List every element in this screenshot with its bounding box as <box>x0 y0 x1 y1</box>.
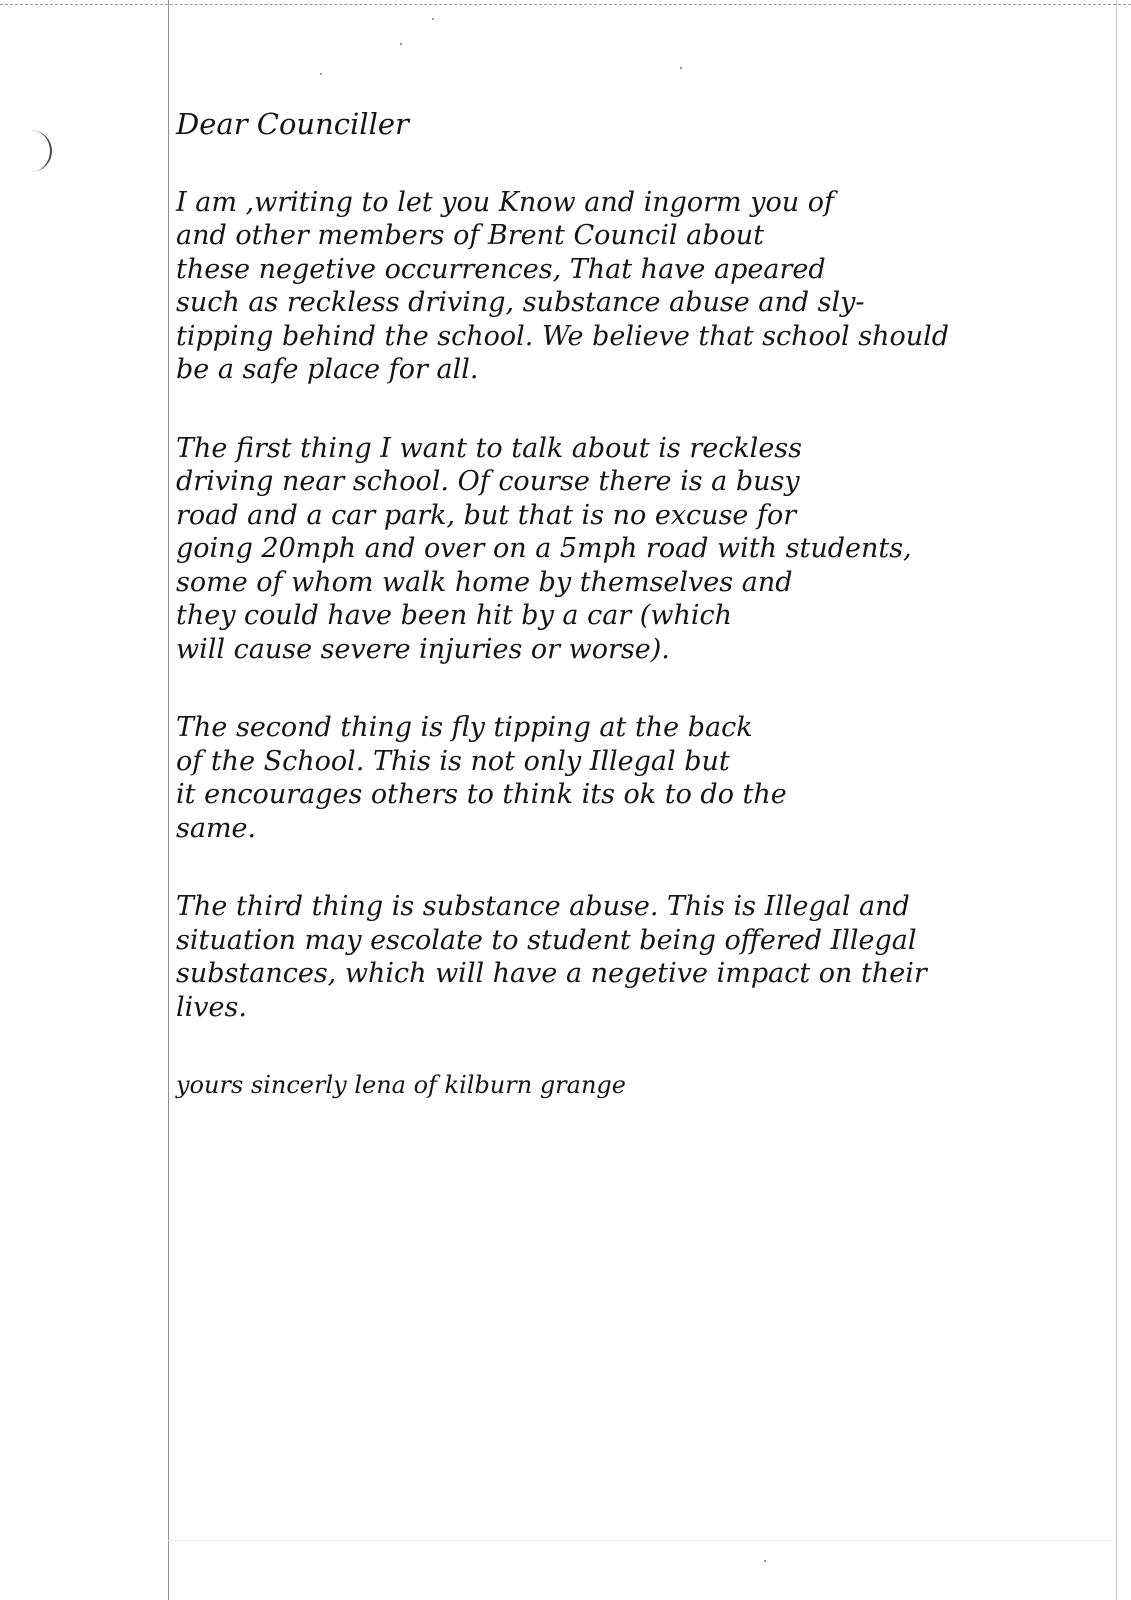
letter-line: be a safe place for all. <box>176 354 479 385</box>
letter-line: road and a car park, but that is no excuse for <box>176 499 797 531</box>
letter-line: some of whom walk home by themselves and <box>176 566 793 598</box>
scan-speck <box>400 43 402 45</box>
letter-line: The first thing I want to talk about is reckless <box>176 432 803 464</box>
right-page-edge <box>1116 0 1117 1600</box>
punch-hole-mark <box>30 130 52 172</box>
letter-line: it encourages others to think its ok to do the <box>176 779 787 810</box>
letter-line: I am ,writing to let you Know and ingorm you of <box>176 186 834 218</box>
scan-speck <box>764 1560 766 1562</box>
closing-signature: yours sincerly lena of kilburn grange <box>176 1071 626 1099</box>
substance-abuse-paragraph <box>176 890 1106 1024</box>
scan-fold-line <box>168 1540 1116 1541</box>
letter-line: going 20mph and over on a 5mph road with students, <box>176 533 912 564</box>
letter-line: The third thing is substance abuse. This is Illegal and <box>176 891 910 922</box>
scan-speck <box>680 67 682 69</box>
left-margin-line <box>168 0 169 1600</box>
letter-line: The second thing is fly tipping at the back <box>176 712 753 743</box>
letter-line: of the School. This is not only Illegal but <box>176 745 730 777</box>
letter-line: they could have been hit by a car (which <box>176 600 732 631</box>
letter-line: and other members of Brent Council about <box>176 220 765 251</box>
letter-line: same. <box>176 812 257 844</box>
reckless-driving-paragraph <box>176 432 1106 667</box>
letter-line: tipping behind the school. We believe that school should <box>176 320 950 352</box>
scan-speck <box>432 18 434 20</box>
letter-line: will cause severe injuries or worse). <box>176 633 670 665</box>
scan-top-border <box>0 4 1131 5</box>
letter-line: situation may escolate to student being offered Illegal <box>176 924 917 956</box>
letter-line: substances, which will have a negetive impact on their <box>176 958 927 989</box>
letter-line: lives. <box>176 991 247 1023</box>
letter-line: these negetive occurrences, That have apeared <box>176 253 826 285</box>
letter-line: such as reckless driving, substance abuse and sly- <box>176 287 865 318</box>
handwritten-letter <box>176 108 1106 1103</box>
letter-line: driving near school. Of course there is a busy <box>176 466 800 497</box>
intro-paragraph <box>176 186 1106 387</box>
salutation: Dear Counciller <box>176 107 409 141</box>
fly-tipping-paragraph <box>176 711 1106 845</box>
scan-speck <box>320 73 322 75</box>
